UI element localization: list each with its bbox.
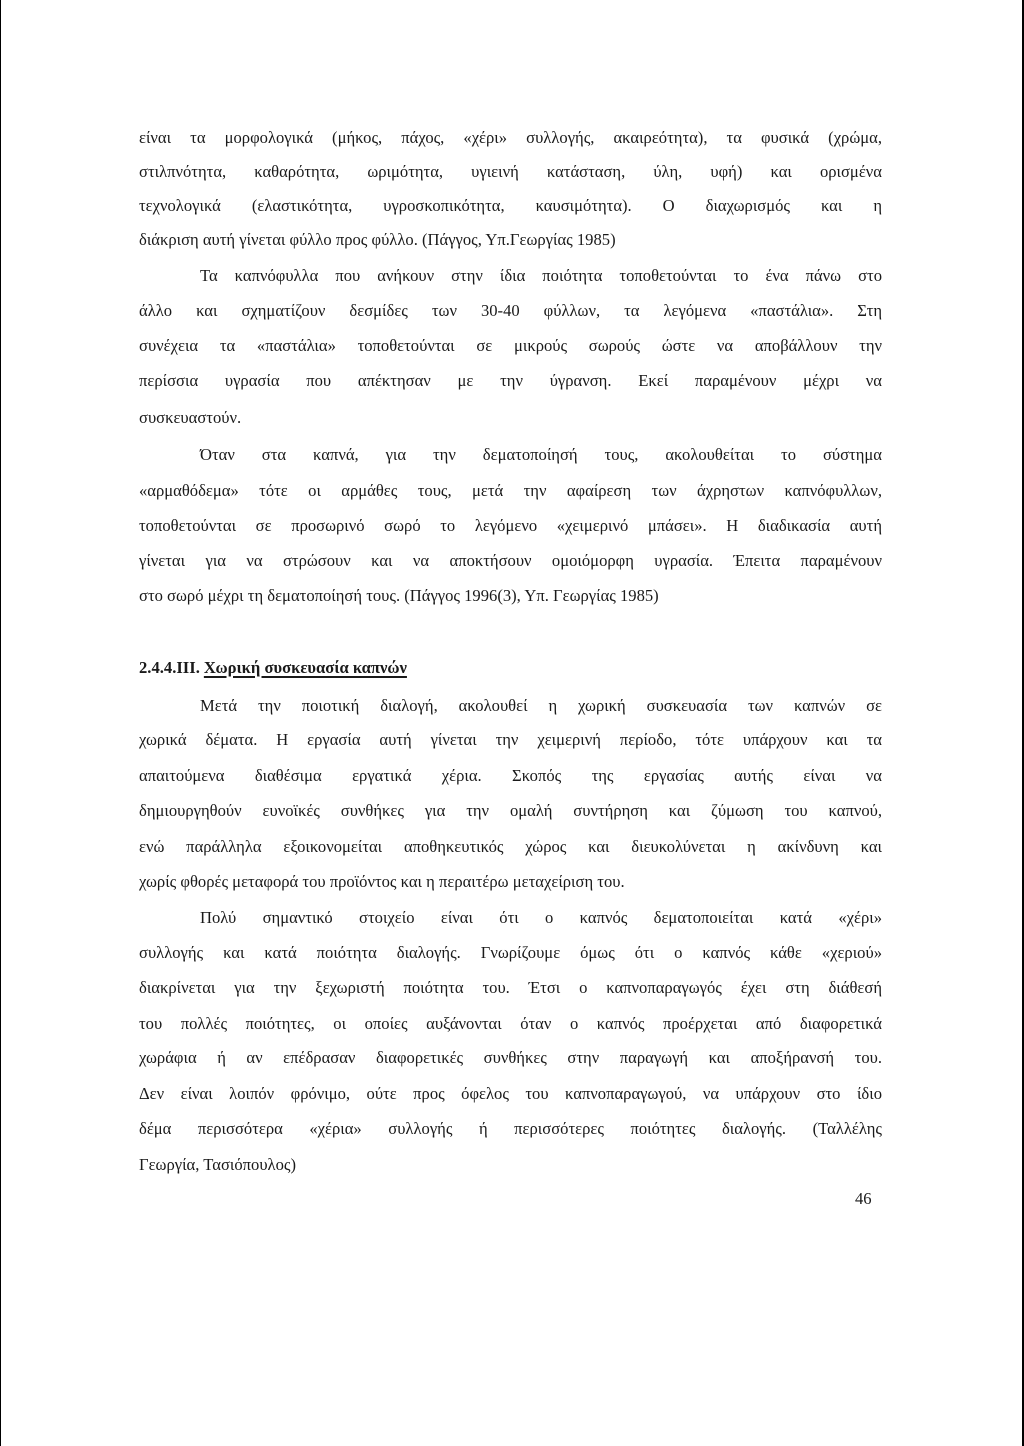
paragraph-2-line-2: άλλο και σχηματίζουν δεσμίδες των 30-40 φύλλων, τα λεγόμενα «παστάλια». Στη	[139, 301, 882, 320]
paragraph-4-line-6: χωρίς φθορές μεταφορά του προϊόντος και η περαιτέρω μεταχείριση του.	[139, 872, 625, 891]
paragraph-5-line-8: Γεωργία, Τασιόπουλος)	[139, 1155, 296, 1174]
paragraph-5-line-5: χωράφια ή αν επέδρασαν διαφορετικές συνθήκες στην παραγωγή και αποξήρανσή του.	[139, 1048, 882, 1067]
paragraph-1-line-3: τεχνολογικά (ελαστικότητα, υγροσκοπικότητα, καυσιμότητα). Ο διαχωρισμός και η	[139, 196, 882, 215]
paragraph-4-line-5: ενώ παράλληλα εξοικονομείται αποθηκευτικός χώρος και διευκολύνεται η ακίνδυνη και	[139, 837, 882, 856]
paragraph-5-line-1: Πολύ σημαντικό στοιχείο είναι ότι ο καπνός δεματοποιείται κατά «χέρι»	[200, 908, 882, 927]
paragraph-4-line-2: χωρικά δέματα. Η εργασία αυτή γίνεται την χειμερινή περίοδο, τότε υπάρχουν και τα	[139, 730, 882, 749]
paragraph-3-line-4: γίνεται για να στρώσουν και να αποκτήσουν ομοιόμορφη υγρασία. Έπειτα παραμένουν	[139, 551, 882, 570]
paragraph-3-line-1: Όταν στα καπνά, για την δεματοποίησή τους, ακολουθείται το σύστημα	[200, 445, 882, 464]
paragraph-1-line-1: είναι τα μορφολογικά (μήκος, πάχος, «χέρι» συλλογής, ακαιρεότητα), τα φυσικά (χρώμα,	[139, 128, 882, 147]
page-number: 46	[855, 1189, 872, 1208]
paragraph-3-line-2: «αρμαθόδεμα» τότε οι αρμάθες τους, μετά την αφαίρεση των άχρηστων καπνόφυλλων,	[139, 481, 882, 500]
section-heading	[139, 658, 407, 678]
section-title: Χωρική συσκευασία καπνών	[203, 658, 407, 677]
paragraph-1-line-4: διάκριση αυτή γίνεται φύλλο προς φύλλο. (Πάγγος, Υπ.Γεωργίας 1985)	[139, 230, 616, 249]
paragraph-5-line-2: συλλογής και κατά ποιότητα διαλογής. Γνωρίζουμε όμως ότι ο καπνός κάθε «χεριού»	[139, 943, 882, 962]
section-number: 2.4.4.ΙΙΙ.	[139, 658, 200, 677]
paragraph-2-line-3: συνέχεια τα «παστάλια» τοποθετούνται σε μικρούς σωρούς ώστε να αποβάλλουν την	[139, 336, 882, 355]
paragraph-2-line-5: συσκευαστούν.	[139, 408, 242, 427]
paragraph-2-line-4: περίσσια υγρασία που απέκτησαν με την ύγρανση. Εκεί παραμένουν μέχρι να	[139, 371, 882, 390]
paragraph-4-line-3: απαιτούμενα διαθέσιμα εργατικά χέρια. Σκοπός της εργασίας αυτής είναι να	[139, 766, 882, 785]
paragraph-5-line-3: διακρίνεται για την ξεχωριστή ποιότητα του. Έτσι ο καπνοπαραγωγός έχει στη διάθεσή	[139, 978, 882, 997]
paragraph-2-line-1: Τα καπνόφυλλα που ανήκουν στην ίδια ποιότητα τοποθετούνται το ένα πάνω στο	[200, 266, 882, 285]
paragraph-1-line-2: στιλπνότητα, καθαρότητα, ωριμότητα, υγιεινή κατάσταση, ύλη, υφή) και ορισμένα	[139, 162, 882, 181]
paragraph-3-line-3: τοποθετούνται σε προσωρινό σωρό το λεγόμενο «χειμερινό μπάσει». Η διαδικασία αυτή	[139, 516, 882, 535]
paragraph-5-line-4: του πολλές ποιότητες, οι οποίες αυξάνονται όταν ο καπνός προέρχεται από διαφορετικά	[139, 1014, 882, 1033]
paragraph-5-line-7: δέμα περισσότερα «χέρια» συλλογής ή περισσότερες ποιότητες διαλογής. (Ταλλέλης	[139, 1119, 882, 1138]
document-page	[1, 0, 1022, 1446]
paragraph-4-line-4: δημιουργηθούν ευνοϊκές συνθήκες για την ομαλή συντήρηση και ζύμωση του καπνού,	[139, 801, 882, 820]
paragraph-4-line-1: Μετά την ποιοτική διαλογή, ακολουθεί η χωρική συσκευασία των καπνών σε	[200, 696, 882, 715]
paragraph-3-line-5: στο σωρό μέχρι τη δεματοποίησή τους. (Πάγγος 1996(3), Υπ. Γεωργίας 1985)	[139, 586, 659, 605]
paragraph-5-line-6: Δεν είναι λοιπόν φρόνιμο, ούτε προς όφελος του καπνοπαραγωγού, να υπάρχουν στο ίδιο	[139, 1084, 882, 1103]
